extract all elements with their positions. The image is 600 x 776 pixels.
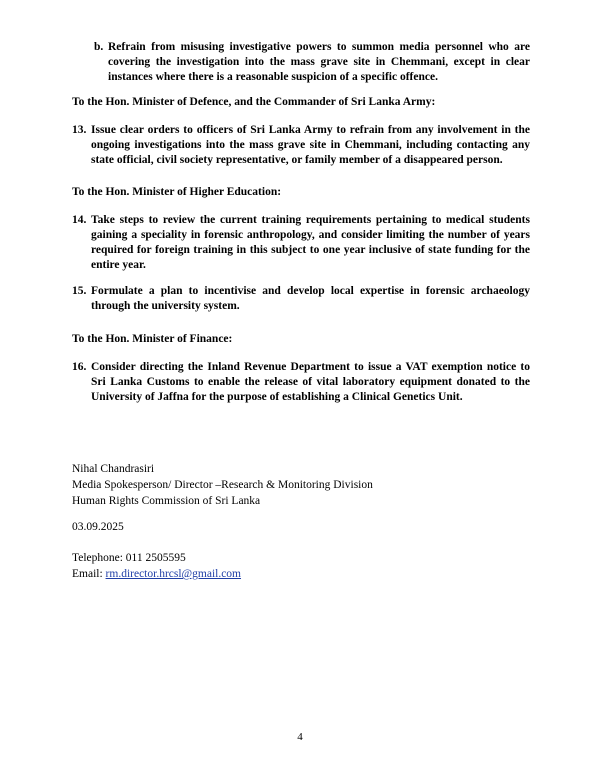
heading-minister-defence: To the Hon. Minister of Defence, and the Commander of Sri Lanka Army: (72, 96, 436, 108)
document-date: 03.09.2025 (72, 521, 124, 533)
recommendation-item-14 (72, 213, 530, 273)
email-line (72, 566, 241, 582)
item-number: b. (94, 41, 104, 53)
signatory-title: Media Spokesperson/ Director –Research & Monitoring Division (72, 479, 373, 491)
item-text: Issue clear orders to officers of Sri Lanka Army to refrain from any involvement in the ongoing investigations into the mass grave site in Chemmani, including contacting any state official, civil society representative, or family member of a disappeared person. (91, 124, 530, 166)
item-number: 13. (72, 124, 87, 136)
email-label: Email: (72, 568, 106, 580)
item-text: Formulate a plan to incentivise and develop local expertise in forensic archaeology through the university system. (91, 285, 530, 312)
item-text: Consider directing the Inland Revenue Department to issue a VAT exemption notice to Sri Lanka Customs to enable the release of vital laboratory equipment donated to the University of Jaffna for the purpose of establishing a Clinical Genetics Unit. (91, 361, 530, 403)
item-number: 15. (72, 285, 87, 297)
item-text: Refrain from misusing investigative powers to summon media personnel who are covering the investigation into the mass grave site in Chemmani, except in clear instances where there is a reasonable suspicion of a specific offence. (108, 41, 530, 83)
telephone: Telephone: 011 2505595 (72, 552, 186, 564)
page-number: 4 (297, 731, 303, 743)
item-number: 14. (72, 214, 87, 226)
signatory-name: Nihal Chandrasiri (72, 463, 155, 475)
item-text: Take steps to review the current training requirements pertaining to medical students gaining a speciality in forensic anthropology, and consider limiting the number of years required for foreign training in this subject to one year inclusive of state funding for the entire year. (91, 214, 530, 271)
signatory-organization: Human Rights Commission of Sri Lanka (72, 495, 261, 507)
heading-minister-finance: To the Hon. Minister of Finance: (72, 333, 233, 345)
recommendation-item-15 (72, 284, 530, 314)
heading-minister-higher-education: To the Hon. Minister of Higher Education: (72, 186, 282, 198)
recommendation-item-b (72, 40, 530, 85)
item-number: 16. (72, 361, 87, 373)
recommendation-item-16 (72, 360, 530, 405)
email-link[interactable]: rm.director.hrcsl@gmail.com (105, 568, 242, 580)
recommendation-item-13 (72, 123, 530, 168)
